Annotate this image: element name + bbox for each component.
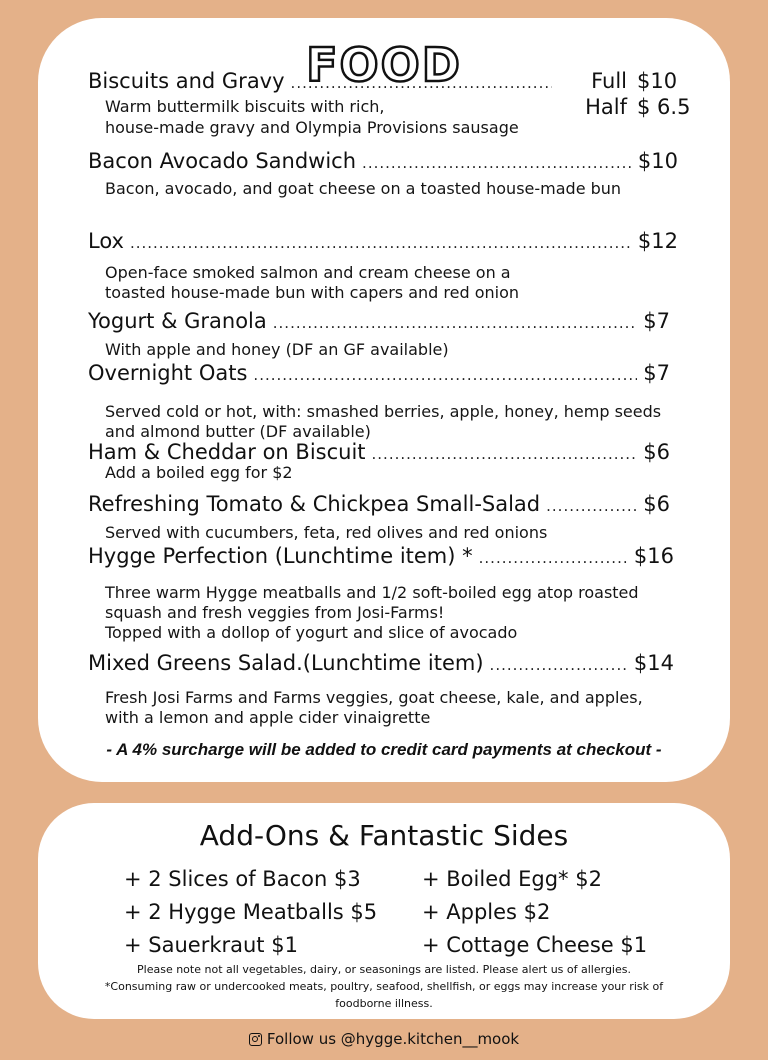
item-name: Ham & Cheddar on Biscuit (88, 440, 366, 464)
item-name: Hygge Perfection (Lunchtime item) * (88, 544, 473, 568)
dot-leader (362, 150, 632, 176)
size-label: Half (585, 95, 627, 119)
item-description: Warm buttermilk biscuits with rich, house-made gravy and Olympia Provisions sausage (105, 97, 519, 137)
gravy-size-full (575, 68, 690, 94)
item-description: Three warm Hygge meatballs and 1/2 soft-boiled egg atop roasted squash and fresh veggies from Josi-Farms! Topped with a dollop of yogurt and slice of avocado (105, 583, 639, 642)
addon-item: + Apples $2 (422, 900, 551, 924)
item-price: $10 (637, 149, 678, 173)
instagram-handle-link[interactable]: Follow us @hygge.kitchen__mook (266, 1030, 520, 1048)
addon-item: + Cottage Cheese $1 (422, 933, 648, 957)
menu-item-bacon-avocado-sandwich (88, 148, 678, 199)
menu-item-yogurt-granola (88, 308, 670, 360)
size-price: $10 (637, 69, 678, 93)
item-name: Mixed Greens Salad.(Lunchtime item) (88, 651, 484, 675)
dot-leader (291, 70, 552, 96)
dot-leader (253, 362, 637, 388)
item-description: Bacon, avocado, and goat cheese on a toasted house-made bun (105, 179, 622, 198)
addon-item: + 2 Slices of Bacon $3 (124, 867, 361, 891)
size-label: Full (591, 69, 627, 93)
gravy-size-half (575, 94, 690, 120)
item-name: Lox (88, 229, 124, 253)
footer (0, 1030, 768, 1048)
item-price: $7 (643, 309, 670, 333)
item-description: Fresh Josi Farms and Farms veggies, goat cheese, kale, and apples, with a lemon and apple cider vinaigrette (105, 688, 643, 727)
item-name: Yogurt & Granola (88, 309, 267, 333)
allergy-note: Please note not all vegetables, dairy, or seasonings are listed. Please alert us of allergies. (137, 963, 631, 976)
addon-item: + 2 Hygge Meatballs $5 (124, 900, 378, 924)
item-price: $7 (643, 361, 670, 385)
item-name: Biscuits and Gravy (88, 69, 285, 93)
menu-item-hygge-perfection (88, 543, 674, 643)
item-price: $14 (633, 651, 674, 675)
size-price: $ 6.5 (637, 95, 691, 119)
item-name: Overnight Oats (88, 361, 248, 385)
item-price: $6 (643, 492, 670, 516)
item-description: Add a boiled egg for $2 (105, 463, 293, 482)
food-title: FOOD (306, 38, 462, 92)
item-name: Bacon Avocado Sandwich (88, 149, 357, 173)
item-description: Served with cucumbers, feta, red olives and red onions (105, 523, 548, 542)
menu-item-tomato-chickpea-salad (88, 491, 670, 543)
addons-left-column (124, 863, 377, 962)
dot-leader (273, 310, 638, 336)
item-name: Refreshing Tomato & Chickpea Small-Salad (88, 492, 541, 516)
item-description: Served cold or hot, with: smashed berries, apple, honey, hemp seeds and almond butter (DF available) (105, 402, 662, 441)
addon-item: + Sauerkraut $1 (124, 933, 298, 957)
food-panel (38, 18, 730, 782)
dot-leader (490, 652, 628, 678)
item-price: $12 (637, 229, 678, 253)
menu-item-ham-cheddar-biscuit (88, 439, 670, 483)
menu-item-overnight-oats (88, 360, 670, 442)
raw-food-warning: *Consuming raw or undercooked meats, poultry, seafood, shellfish, or eggs may increase your risk of foodborne illness. (104, 980, 664, 1010)
instagram-icon (249, 1033, 262, 1046)
menu-item-mixed-greens-salad (88, 650, 674, 728)
item-description: Open-face smoked salmon and cream cheese on a toasted house-made bun with capers and red onion (105, 263, 520, 302)
dot-leader (546, 493, 637, 519)
addon-item: + Boiled Egg* $2 (422, 867, 602, 891)
addons-right-column (422, 863, 647, 962)
menu-item-lox (88, 228, 678, 303)
gravy-size-prices (575, 68, 690, 120)
addons-panel (38, 803, 730, 1019)
item-description: With apple and honey (DF an GF available) (105, 340, 449, 359)
item-price: $16 (633, 544, 674, 568)
credit-card-surcharge-note: - A 4% surcharge will be added to credit card payments at checkout - (106, 740, 662, 759)
dot-leader (130, 230, 632, 256)
addons-title: Add-Ons & Fantastic Sides (199, 819, 569, 852)
dot-leader (372, 441, 638, 467)
dot-leader (479, 545, 628, 571)
item-price: $6 (643, 440, 670, 464)
menu-item-biscuits-and-gravy (88, 68, 558, 138)
